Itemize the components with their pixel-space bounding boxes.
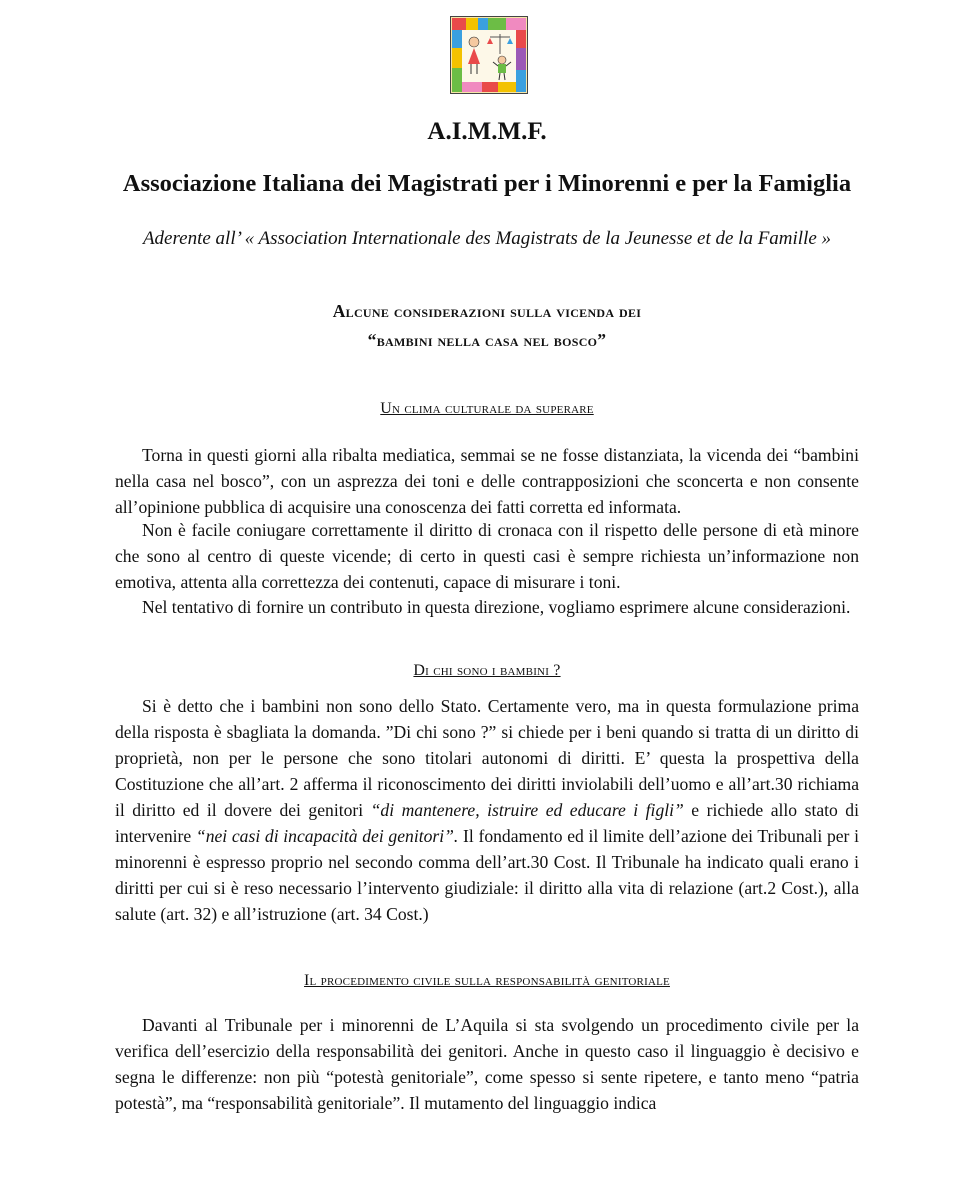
paragraph-2-1-text-a: Si è detto che i bambini non sono dello Stato. Certamente vero, ma in questa formulazione prima della risposta è sbagliata la domanda. ”Di chi sono ?” si chiede per i beni quando si tratta di un diritto di proprietà, non per le persone che sono titolari autonomi di diritti. E’ questa la prospettiva della Costituzione che all’art. 2 afferma il riconoscimento dei diritti inviolabili dell’uomo e all’art.30 richiama il diritto ed il dovere dei genitori — [115, 696, 859, 820]
organization-name: Associazione Italiana dei Magistrati per i Minorenni e per la Famiglia — [122, 170, 852, 197]
paragraph-1-2: Non è facile coniugare correttamente il diritto di cronaca con il rispetto delle persone di età minore che sono al centro di queste vicende; di certo in questi casi è sempre richiesta un’informazione non emotiva, attenta alla correttezza dei contenuti, capace di misurare i toni. — [115, 520, 859, 592]
paragraph-3-1: Davanti al Tribunale per i minorenni de L’Aquila si sta svolgendo un procedimento civile per la verifica dell’esercizio della responsabilità dei genitori. Anche in questo caso il linguaggio è decisivo e segna le differenze: non più “potestà genitoriale”, come spesso si sente ripetere, e tanto meno “patria potestà”, ma “responsabilità genitoriale”. Il mutamento del linguaggio indica — [115, 1015, 859, 1113]
document-title — [0, 297, 974, 355]
paragraph-2-1-text-c: Il fondamento ed il limite dell’azione dei Tribunali per i minorenni è espresso proprio nel secondo comma dell’art.30 Cost. Il Tribunale ha indicato quali erano i diritti per cui si è reso necessario l’intervento giudiziale: il diritto alla vita di relazione (art.2 Cost.), alla salute (art. 32) e all’istruzione (art. 34 Cost.) — [115, 826, 860, 924]
constitution-quote-1: “di mantenere, istruire ed educare i figli” — [370, 800, 684, 820]
document-title-line-2: “bambini nella casa nel bosco” — [367, 330, 607, 350]
constitution-quote-2: “nei casi di incapacità dei genitori”. — [195, 826, 459, 846]
organization-affiliation: Aderente all’ « Association Internationale des Magistrats de la Jeunesse et de la Famille » — [142, 228, 832, 249]
section-heading-2: Di chi sono i bambini ? — [413, 662, 561, 679]
paragraph-1-1: Torna in questi giorni alla ribalta mediatica, semmai se ne fosse distanziata, la vicenda dei “bambini nella casa nel bosco”, con un asprezza dei toni e delle contrapposizioni che sconcerta e non consente all’opinione pubblica di acquisire una conoscenza dei fatti corretta ed informata. — [115, 445, 859, 517]
paragraph-1-3: Nel tentativo di fornire un contributo in questa direzione, vogliamo esprimere alcune considerazioni. — [142, 597, 851, 617]
organization-abbreviation: A.I.M.M.F. — [427, 118, 547, 145]
document-title-line-1: Alcune considerazioni sulla vicenda dei — [332, 301, 642, 321]
association-logo — [450, 16, 528, 94]
section-heading-3: Il procedimento civile sulla responsabilità genitoriale — [304, 972, 670, 989]
paragraph-2-1-text-b: e richiede allo stato di intervenire — [115, 800, 859, 846]
section-heading-1: Un clima culturale da superare — [380, 400, 594, 417]
paragraph-2-1 — [115, 693, 859, 927]
